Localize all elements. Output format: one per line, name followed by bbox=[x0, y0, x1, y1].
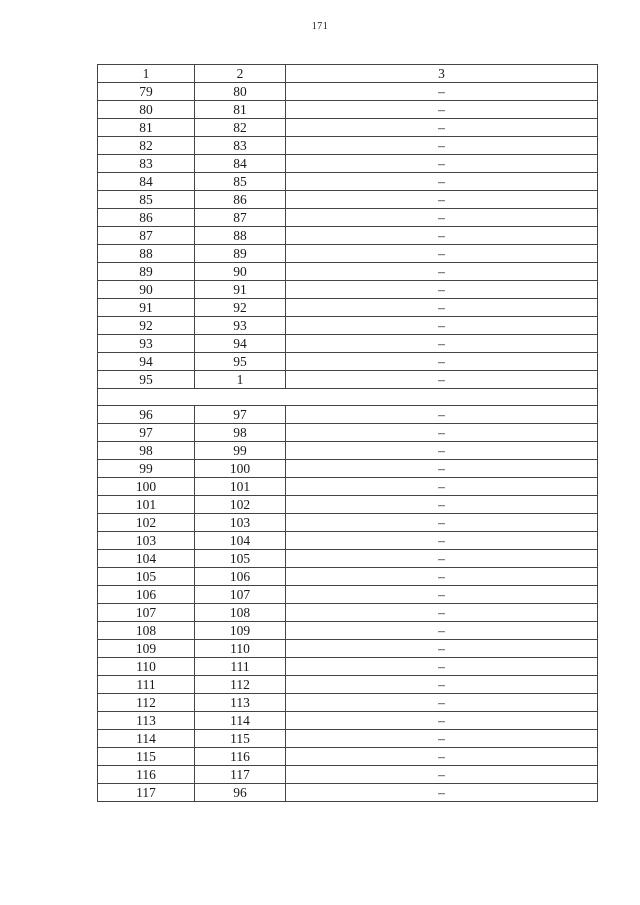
table-cell-col-2: 84 bbox=[195, 155, 286, 173]
table-cell-col-2: 83 bbox=[195, 137, 286, 155]
table-cell-col-3: – bbox=[286, 784, 598, 802]
table-cell-col-1: 80 bbox=[98, 101, 195, 119]
table-cell-col-1: 92 bbox=[98, 317, 195, 335]
table-cell-col-2: 81 bbox=[195, 101, 286, 119]
table-cell-col-1: 85 bbox=[98, 191, 195, 209]
table-cell-col-3: – bbox=[286, 604, 598, 622]
table-cell-col-2: 103 bbox=[195, 514, 286, 532]
table-row bbox=[98, 568, 598, 586]
table-cell-col-1: 79 bbox=[98, 83, 195, 101]
table-cell-col-3: – bbox=[286, 281, 598, 299]
table-row bbox=[98, 119, 598, 137]
table-row bbox=[98, 317, 598, 335]
table-cell-col-3: – bbox=[286, 317, 598, 335]
table-cell-col-1: 114 bbox=[98, 730, 195, 748]
table-cell-col-2: 117 bbox=[195, 766, 286, 784]
table-cell-col-2: 88 bbox=[195, 227, 286, 245]
table-cell-col-3: – bbox=[286, 766, 598, 784]
table-row bbox=[98, 371, 598, 389]
table-row bbox=[98, 748, 598, 766]
table-row bbox=[98, 514, 598, 532]
group-separator-row bbox=[98, 389, 598, 406]
table-cell-col-1: 98 bbox=[98, 442, 195, 460]
table-cell-col-1: 112 bbox=[98, 694, 195, 712]
table-cell-col-1: 86 bbox=[98, 209, 195, 227]
table-cell-col-1: 87 bbox=[98, 227, 195, 245]
table-cell-col-1: 106 bbox=[98, 586, 195, 604]
table-row bbox=[98, 694, 598, 712]
table-cell-col-3: – bbox=[286, 496, 598, 514]
table-cell-col-2: 85 bbox=[195, 173, 286, 191]
table-cell-col-1: 116 bbox=[98, 766, 195, 784]
table-header-row bbox=[98, 65, 598, 83]
table-cell-col-3: – bbox=[286, 586, 598, 604]
table-cell-col-2: 115 bbox=[195, 730, 286, 748]
table-row bbox=[98, 712, 598, 730]
table-cell-col-1: 103 bbox=[98, 532, 195, 550]
table-cell-col-3: – bbox=[286, 101, 598, 119]
table-row bbox=[98, 460, 598, 478]
table-cell-col-1: 104 bbox=[98, 550, 195, 568]
table-cell-col-1: 84 bbox=[98, 173, 195, 191]
table-cell-col-3: – bbox=[286, 748, 598, 766]
table-cell-col-1: 111 bbox=[98, 676, 195, 694]
table-row bbox=[98, 532, 598, 550]
separator-cell bbox=[286, 389, 598, 406]
table-cell-col-2: 1 bbox=[195, 371, 286, 389]
table-cell-col-3: – bbox=[286, 424, 598, 442]
table-cell-col-1: 115 bbox=[98, 748, 195, 766]
data-table bbox=[97, 64, 598, 802]
table-cell-col-2: 95 bbox=[195, 353, 286, 371]
table-cell-col-2: 92 bbox=[195, 299, 286, 317]
table-cell-col-1: 110 bbox=[98, 658, 195, 676]
table-cell-col-2: 108 bbox=[195, 604, 286, 622]
table-cell-col-1: 88 bbox=[98, 245, 195, 263]
table-cell-col-3: – bbox=[286, 694, 598, 712]
table-cell-col-1: 101 bbox=[98, 496, 195, 514]
table-row bbox=[98, 173, 598, 191]
table-cell-col-2: 106 bbox=[195, 568, 286, 586]
table-cell-col-1: 94 bbox=[98, 353, 195, 371]
table-cell-col-3: – bbox=[286, 712, 598, 730]
table-cell-col-3: – bbox=[286, 119, 598, 137]
table-cell-col-2: 98 bbox=[195, 424, 286, 442]
table-cell-col-1: 81 bbox=[98, 119, 195, 137]
table-row bbox=[98, 406, 598, 424]
table-cell-col-2: 109 bbox=[195, 622, 286, 640]
table-cell-col-2: 96 bbox=[195, 784, 286, 802]
table-cell-col-3: – bbox=[286, 173, 598, 191]
table-row bbox=[98, 784, 598, 802]
table-cell-col-1: 83 bbox=[98, 155, 195, 173]
table-cell-col-3: – bbox=[286, 478, 598, 496]
table-cell-col-2: 102 bbox=[195, 496, 286, 514]
table-cell-col-1: 91 bbox=[98, 299, 195, 317]
table-cell-col-3: – bbox=[286, 442, 598, 460]
table-row bbox=[98, 263, 598, 281]
table-cell-col-2: 112 bbox=[195, 676, 286, 694]
table-cell-col-1: 105 bbox=[98, 568, 195, 586]
table-row bbox=[98, 299, 598, 317]
table-cell-col-2: 91 bbox=[195, 281, 286, 299]
table-cell-col-1: 102 bbox=[98, 514, 195, 532]
table-cell-col-2: 110 bbox=[195, 640, 286, 658]
table-cell-col-1: 108 bbox=[98, 622, 195, 640]
table-cell-col-1: 113 bbox=[98, 712, 195, 730]
table-cell-col-2: 94 bbox=[195, 335, 286, 353]
table-cell-col-3: – bbox=[286, 676, 598, 694]
table-cell-col-1: 82 bbox=[98, 137, 195, 155]
table-cell-col-3: – bbox=[286, 406, 598, 424]
table-cell-col-3: – bbox=[286, 155, 598, 173]
table-cell-col-2: 100 bbox=[195, 460, 286, 478]
table-cell-col-3: – bbox=[286, 550, 598, 568]
table-cell-col-2: 107 bbox=[195, 586, 286, 604]
table-row bbox=[98, 191, 598, 209]
table-cell-col-2: 101 bbox=[195, 478, 286, 496]
table-row bbox=[98, 101, 598, 119]
table-cell-col-3: – bbox=[286, 83, 598, 101]
table-row bbox=[98, 227, 598, 245]
table-cell-col-2: 113 bbox=[195, 694, 286, 712]
table-row bbox=[98, 658, 598, 676]
table-row bbox=[98, 155, 598, 173]
table-row bbox=[98, 209, 598, 227]
table-cell-col-1: 95 bbox=[98, 371, 195, 389]
table-row bbox=[98, 676, 598, 694]
table-row bbox=[98, 245, 598, 263]
table-row bbox=[98, 586, 598, 604]
table-cell-col-2: 111 bbox=[195, 658, 286, 676]
table-cell-col-3: – bbox=[286, 299, 598, 317]
table-cell-col-2: 80 bbox=[195, 83, 286, 101]
table-cell-col-3: – bbox=[286, 532, 598, 550]
table-cell-col-3: – bbox=[286, 622, 598, 640]
table-row bbox=[98, 604, 598, 622]
table-row bbox=[98, 730, 598, 748]
table-row bbox=[98, 281, 598, 299]
table-row bbox=[98, 478, 598, 496]
table-cell-col-3: – bbox=[286, 137, 598, 155]
table-row bbox=[98, 424, 598, 442]
separator-cell bbox=[98, 389, 195, 406]
table-cell-col-3: – bbox=[286, 568, 598, 586]
table-cell-col-2: 89 bbox=[195, 245, 286, 263]
page-number: 171 bbox=[311, 21, 329, 32]
table-row bbox=[98, 550, 598, 568]
table-cell-col-2: 82 bbox=[195, 119, 286, 137]
table-cell-col-3: – bbox=[286, 371, 598, 389]
table-cell-col-2: 116 bbox=[195, 748, 286, 766]
column-header-3: 3 bbox=[286, 65, 598, 83]
table-cell-col-1: 107 bbox=[98, 604, 195, 622]
table-row bbox=[98, 766, 598, 784]
table-row bbox=[98, 622, 598, 640]
separator-cell bbox=[195, 389, 286, 406]
table-row bbox=[98, 137, 598, 155]
table-cell-col-3: – bbox=[286, 353, 598, 371]
table-cell-col-1: 90 bbox=[98, 281, 195, 299]
table-row bbox=[98, 496, 598, 514]
table-cell-col-3: – bbox=[286, 335, 598, 353]
table-cell-col-1: 96 bbox=[98, 406, 195, 424]
table-cell-col-2: 97 bbox=[195, 406, 286, 424]
table-cell-col-2: 105 bbox=[195, 550, 286, 568]
table-cell-col-3: – bbox=[286, 658, 598, 676]
table-body bbox=[98, 65, 598, 802]
table-row bbox=[98, 640, 598, 658]
table-cell-col-2: 104 bbox=[195, 532, 286, 550]
table-cell-col-1: 99 bbox=[98, 460, 195, 478]
table-cell-col-1: 97 bbox=[98, 424, 195, 442]
table-cell-col-1: 100 bbox=[98, 478, 195, 496]
table-cell-col-2: 93 bbox=[195, 317, 286, 335]
table-cell-col-3: – bbox=[286, 640, 598, 658]
table-cell-col-2: 99 bbox=[195, 442, 286, 460]
table-row bbox=[98, 442, 598, 460]
table-cell-col-2: 86 bbox=[195, 191, 286, 209]
table-cell-col-1: 93 bbox=[98, 335, 195, 353]
table-cell-col-3: – bbox=[286, 460, 598, 478]
table-cell-col-2: 114 bbox=[195, 712, 286, 730]
table-row bbox=[98, 335, 598, 353]
table-cell-col-3: – bbox=[286, 191, 598, 209]
table-cell-col-1: 109 bbox=[98, 640, 195, 658]
table-cell-col-3: – bbox=[286, 514, 598, 532]
table-cell-col-3: – bbox=[286, 263, 598, 281]
table-cell-col-3: – bbox=[286, 209, 598, 227]
table-row bbox=[98, 83, 598, 101]
table-cell-col-3: – bbox=[286, 730, 598, 748]
table-cell-col-2: 90 bbox=[195, 263, 286, 281]
table-cell-col-3: – bbox=[286, 245, 598, 263]
table-cell-col-2: 87 bbox=[195, 209, 286, 227]
table-cell-col-1: 117 bbox=[98, 784, 195, 802]
table-row bbox=[98, 353, 598, 371]
table-cell-col-3: – bbox=[286, 227, 598, 245]
column-header-1: 1 bbox=[98, 65, 195, 83]
table-cell-col-1: 89 bbox=[98, 263, 195, 281]
column-header-2: 2 bbox=[195, 65, 286, 83]
